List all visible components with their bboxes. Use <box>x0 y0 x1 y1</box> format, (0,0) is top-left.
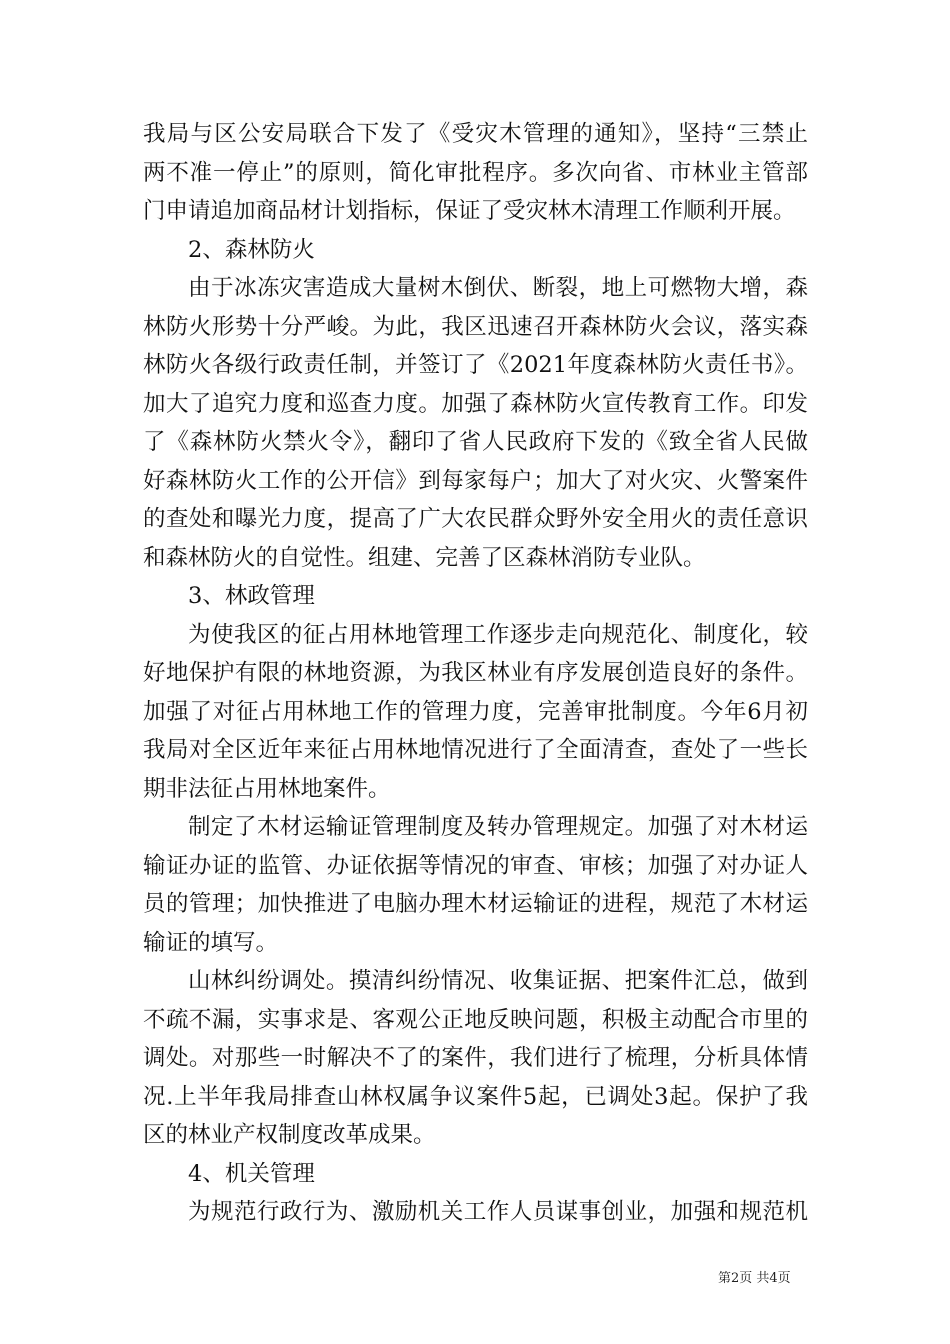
section-heading-office-admin: 4、机关管理 <box>188 1161 315 1187</box>
text-line-18: 期非法征占用林地案件。 <box>143 776 391 802</box>
text-line-6: 林防火形势十分严峻。为此，我区迅速召开森林防火会议，落实森 <box>143 314 808 340</box>
text-line-1: 我局与区公安局联合下发了《受灾木管理的通知》，坚持“三禁止 <box>143 121 808 147</box>
text-line-25: 调处。对那些一时解决不了的案件，我们进行了梳理，分析具体情 <box>143 1045 808 1071</box>
text-line-9: 了《森林防火禁火令》，翻印了省人民政府下发的《致全省人民做 <box>143 429 808 455</box>
text-line-2: 两不准一停止”的原则，简化审批程序。多次向省、市林业主管部 <box>143 160 808 186</box>
text-line-8: 加大了追究力度和巡查力度。加强了森林防火宣传教育工作。印发 <box>143 391 808 417</box>
text-line-23: 山林纠纷调处。摸清纠纷情况、收集证据、把案件汇总，做到 <box>188 968 808 994</box>
text-line-11: 的查处和曝光力度，提高了广大农民群众野外安全用火的责任意识 <box>143 506 808 532</box>
text-line-20: 输证办证的监管、办证依据等情况的审查、审核；加强了对办证人 <box>143 853 808 879</box>
text-line-5: 由于冰冻灾害造成大量树木倒伏、断裂，地上可燃物大增，森 <box>188 275 808 301</box>
text-line-19: 制定了木材运输证管理制度及转办管理规定。加强了对木材运 <box>188 814 808 840</box>
text-line-10: 好森林防火工作的公开信》到每家每户；加大了对火灾、火警案件 <box>143 468 808 494</box>
text-line-17: 我局对全区近年来征占用林地情况进行了全面清查，查处了一些长 <box>143 737 808 763</box>
text-line-27: 区的林业产权制度改革成果。 <box>143 1122 436 1148</box>
text-line-7: 林防火各级行政责任制，并签订了《2021年度森林防火责任书》。 <box>143 352 808 378</box>
section-heading-forest-admin: 3、林政管理 <box>188 583 315 609</box>
text-line-12: 和森林防火的自觉性。组建、完善了区森林消防专业队。 <box>143 545 706 571</box>
text-line-26: 况.上半年我局排查山林权属争议案件5起，已调处3起。保护了我 <box>143 1084 808 1110</box>
text-line-24: 不疏不漏，实事求是、客观公正地反映问题，积极主动配合市里的 <box>143 1007 808 1033</box>
text-line-21: 员的管理；加快推进了电脑办理木材运输证的进程，规范了木材运 <box>143 891 808 917</box>
text-line-3: 门申请追加商品材计划指标，保证了受灾林木清理工作顺利开展。 <box>143 198 796 224</box>
section-heading-forest-fire: 2、森林防火 <box>188 237 315 263</box>
page-number-footer: 第2页 共4页 <box>718 1271 791 1286</box>
text-line-15: 好地保护有限的林地资源，为我区林业有序发展创造良好的条件。 <box>143 660 808 686</box>
text-line-22: 输证的填写。 <box>143 930 279 956</box>
text-line-14: 为使我区的征占用林地管理工作逐步走向规范化、制度化，较 <box>188 622 808 648</box>
text-line-16: 加强了对征占用林地工作的管理力度，完善审批制度。今年6月初 <box>143 699 808 725</box>
text-line-29: 为规范行政行为、激励机关工作人员谋事创业，加强和规范机 <box>188 1199 808 1225</box>
